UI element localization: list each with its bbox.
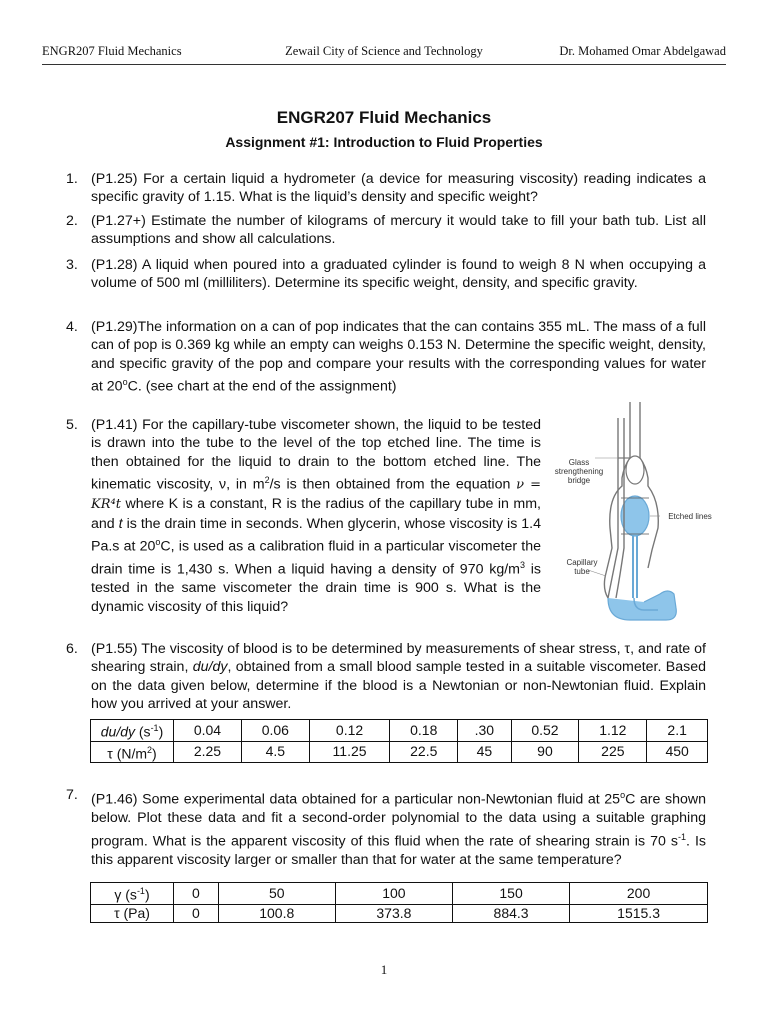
page-number: 1 (380, 962, 388, 977)
table-cell: .30 (458, 720, 511, 742)
table-cell: 100 (335, 883, 452, 905)
header-course: ENGR207 Fluid Mechanics (42, 44, 182, 58)
question-number: 3. (66, 257, 78, 273)
question-text: (P1.28) A liquid when poured into a graduated cylinder is found to weigh 8 N when occupying a volume of 500 ml (milliliters). Determine its specific weight, density, and specific gravity. (91, 257, 706, 292)
table-cell: 1515.3 (570, 904, 708, 922)
table-row (91, 720, 708, 742)
table-cell: 11.25 (309, 741, 390, 763)
table-cell: 0.06 (241, 720, 309, 742)
header-instructor: Dr. Mohamed Omar Abdelgawad (559, 44, 726, 58)
question-text: (P1.46) Some experimental data obtained for a particular non-Newtonian fluid at 25$^o$C are shown below. Plot these data and fit a second-order polynomial to the data using a suitable graphing program. What is the apparent viscosity of this fluid when the rate of shearing strain is 70 $s^{-1}$. Is this apparent viscosity larger or smaller than that for water at the same temperature? (91, 790, 706, 868)
table-cell: 2.1 (647, 720, 708, 742)
table-cell: 90 (511, 741, 579, 763)
header-institution: Zewail City of Science and Technology (285, 44, 483, 58)
table-cell: 0 (174, 883, 219, 905)
table-cell: 884.3 (452, 904, 569, 922)
table-cell: 150 (452, 883, 569, 905)
table-cell: 22.5 (390, 741, 458, 763)
page-header (42, 44, 726, 62)
question-text: (P1.27+) Estimate the number of kilograms of mercury it would take to fill your bath tub. List all assumptions and show all calculations. (91, 213, 706, 248)
question-text: (P1.29)The information on a can of pop indicates that the can contains 355 mL. The mass of a full can of pop is 0.369 kg while an empty can weighs 0.153 N. Determine the specific weight, density, and specific gravity of the pop and compare your results with the corresponding values for water at 20$^o$C. (see chart at the end of the assignment) (91, 319, 706, 395)
label-capillary-tube: Capillary tube (566, 558, 598, 576)
table-cell: 2.25 (174, 741, 242, 763)
table-cell: 225 (579, 741, 647, 763)
header-divider (42, 64, 726, 65)
table-row (91, 904, 708, 922)
viscometer-equation: ν = KR⁴t (91, 477, 541, 513)
question-number: 4. (66, 319, 78, 335)
table-cell: 0.52 (511, 720, 579, 742)
table-cell: 0.12 (309, 720, 390, 742)
table-cell: 50 (218, 883, 335, 905)
row-header: γ $(s^{-1})$ (91, 883, 174, 905)
question-number: 5. (66, 417, 78, 433)
assignment-subtitle: Assignment #1: Introduction to Fluid Properties (225, 134, 543, 150)
question-number: 6. (66, 641, 78, 657)
table-cell: 373.8 (335, 904, 452, 922)
row-header: τ $(N/m^2)$ (91, 741, 174, 763)
question-number: 7. (66, 787, 78, 803)
label-etched-lines: Etched lines (668, 512, 712, 521)
table-cell: 200 (570, 883, 708, 905)
viscometer-figure (548, 398, 718, 626)
table-cell: 0 (174, 904, 219, 922)
table-row (91, 741, 708, 763)
row-header: τ (Pa) (91, 904, 174, 922)
question-number: 1. (66, 171, 78, 187)
table-cell: 4.5 (241, 741, 309, 763)
row-header: du/dy $(s^{-1})$ (91, 720, 174, 742)
document-title: ENGR207 Fluid Mechanics (276, 108, 492, 127)
table-cell: 450 (647, 741, 708, 763)
question-number: 2. (66, 213, 78, 229)
blood-viscosity-table (90, 719, 708, 763)
table-cell: 45 (458, 741, 511, 763)
table-row (91, 883, 708, 905)
question-text: (P1.25) For a certain liquid a hydrometer (a device for measuring viscosity) reading indicates a specific gravity of 1.15. What is the liquid’s density and specific weight? (91, 171, 706, 206)
table-cell: 0.04 (174, 720, 242, 742)
table-cell: 1.12 (579, 720, 647, 742)
question-text: (P1.55) The viscosity of blood is to be determined by measurements of shear stress, τ, and rate of shearing strain, du/dy, obtained from a small blood sample tested in a suitable viscometer. Based on the data given below, determine if the blood is a Newtonian or non-Newtonian fluid. Explain how you arrived at your answer. (91, 641, 706, 713)
table-cell: 0.18 (390, 720, 458, 742)
label-glass-bridge: Glass strengthening bridge (554, 458, 604, 485)
non-newtonian-data-table (90, 882, 708, 923)
table-cell: 100.8 (218, 904, 335, 922)
question-text: (P1.41) For the capillary-tube viscometer shown, the liquid to be tested is drawn into the tube to the level of the top etched line. The time is then obtained for the liquid to drain to the bottom etched line. The kinematic viscosity, ν, in $m^2/s$ is then obtained from the equation ν = KR⁴t where K is a constant, R is the radius of the capillary tube in mm, and t is the drain time in seconds. When glycerin, whose viscosity is 1.4 Pa.s at 20$^o$C, is used as a calibration fluid in a particular viscometer the drain time is 1,430 s. When a liquid having a density of 970 $kg/m^3$ is tested in the same viscometer the drain time is 900 s. What is the dynamic viscosity of this liquid? (91, 417, 542, 615)
